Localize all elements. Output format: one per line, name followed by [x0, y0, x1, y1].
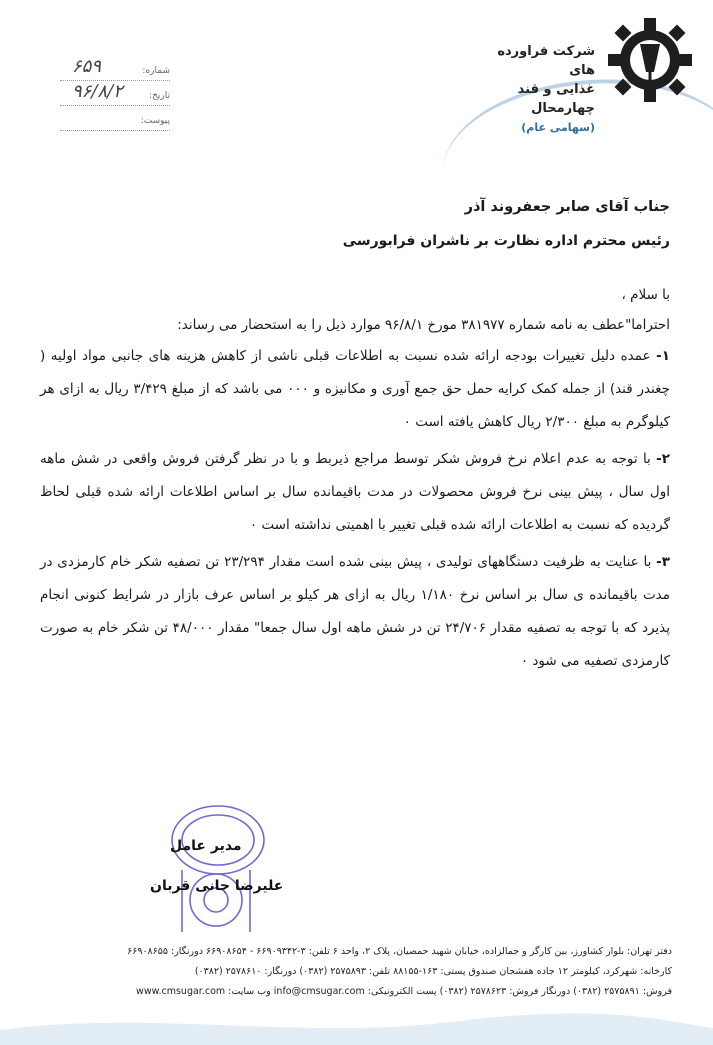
attachment-row [60, 112, 170, 131]
footer-factory-address: کارخانه: شهرکرد، کیلومتر ۱۲ جاده هفشجان صندوق پستی: ۱۶۳-۸۸۱۵۵ تلفن: ۲۵۷۵۸۹۳ (۰۳۸۲) دورنگار: ۲۵۷۸۶۱۰ (۰۳۸۲) [194, 966, 672, 977]
company-name-line2: غذایی و قند [517, 82, 595, 97]
item-text: با توجه به عدم اعلام نرخ فروش شکر توسط مراجع ذیربط و با در نظر گرفتن فروش واقعی در شش ماهه اول سال ، پیش بینی نرخ فروش محصولات در مدت باقیمانده سال بر اساس اطلاعات ارائه شده قبلی لحاظ گردیده که نسبت به اطلاعات ارائه شده قبلی تغییر با اهمیتی نداشته است ۰ [40, 451, 670, 533]
company-logo [604, 14, 696, 106]
list-item [40, 443, 670, 542]
item-number: ۳- [656, 554, 670, 570]
item-number: ۲- [656, 451, 670, 467]
number-row [60, 56, 170, 81]
letter-footer [42, 942, 672, 1002]
signature-title: مدیر عامل [170, 838, 242, 854]
letter-meta [60, 56, 170, 137]
date-row [60, 81, 170, 106]
list-item [40, 340, 670, 439]
addressee: جناب آقای صابر جعفروند آذر [464, 199, 670, 215]
signature-name: علیرضا جانی قربان [150, 878, 284, 894]
date-value: ۹۶/۸/۲ [72, 81, 123, 102]
letter-body [40, 190, 670, 682]
item-number: ۱- [656, 348, 670, 364]
attachment-label: پیوست: [140, 116, 170, 126]
company-type: (سهامی عام) [521, 121, 595, 134]
item-text: با عنایت به ظرفیت دستگاههای تولیدی ، پیش بینی شده است مقدار ۲۳/۲۹۴ تن تصفیه شکر خام کارمزدی در مدت باقیمانده ی سال بر اساس نرخ ۱/۱۸۰ ریال به ازای هر کیلو بر اساس عرف بازار در شرایط کنونی انجام پذیرد که با توجه به تصفیه مقدار ۲۴/۷۰۶ تن در شش ماهه اول سال جمعا" مقدار ۴۸/۰۰۰ تن شکر خام به صورت کارمزدی تصفیه می شود ۰ [40, 554, 671, 669]
company-name-line1: شرکت فراورده های [497, 44, 595, 78]
footer-wave-decoration [0, 1000, 713, 1045]
list-item [40, 546, 670, 678]
footer-tehran-address: دفتر تهران: بلوار کشاورز، بین کارگر و جمالزاده، خیابان شهید حمصیان، پلاک ۲، واحد ۶ تلفن: ۳-۶۶۹۰۹۳۴۲ - ۶۶۹۰۸۶۵۴ دورنگار: ۶۶۹۰۸۶۵۵ [127, 946, 672, 957]
company-name-line3: چهارمحال [531, 101, 595, 116]
number-label: شماره: [142, 66, 170, 76]
date-label: تاریخ: [149, 91, 170, 101]
footer-sales-contact: فروش: ۲۵۷۵۸۹۱ (۰۳۸۲) دورنگار فروش: ۲۵۷۸۶۲۳ (۰۳۸۲) پست الکترونیکی: info@cmsugar.com وب سایت: www.cmsugar.com [136, 986, 672, 997]
intro-paragraph: احتراما"عطف به نامه شماره ۳۸۱۹۷۷ مورخ ۹۶/۸/۱ موارد ذیل را به استحضار می رساند: [177, 317, 670, 333]
addressee-title: رئیس محترم اداره نظارت بر ناشران فرابورسی [342, 233, 670, 249]
number-value: ۶۵۹ [72, 56, 102, 77]
greeting: با سلام ، [621, 287, 670, 303]
company-name-block [475, 42, 595, 137]
item-text: عمده دلیل تغییرات بودجه ارائه شده نسبت به اطلاعات قبلی ناشی از کاهش هزینه های جانبی مواد اولیه ( چغندر قند) از جمله کمک کرایه حمل حق جمع آوری و مکانیزه و ۰۰۰ می باشد که از مبلغ ۳/۴۲۹ ریال به ازای هر کیلوگرم به مبلغ ۲/۳۰۰ ریال کاهش یافته است ۰ [40, 348, 670, 430]
company-stamp [160, 800, 270, 940]
